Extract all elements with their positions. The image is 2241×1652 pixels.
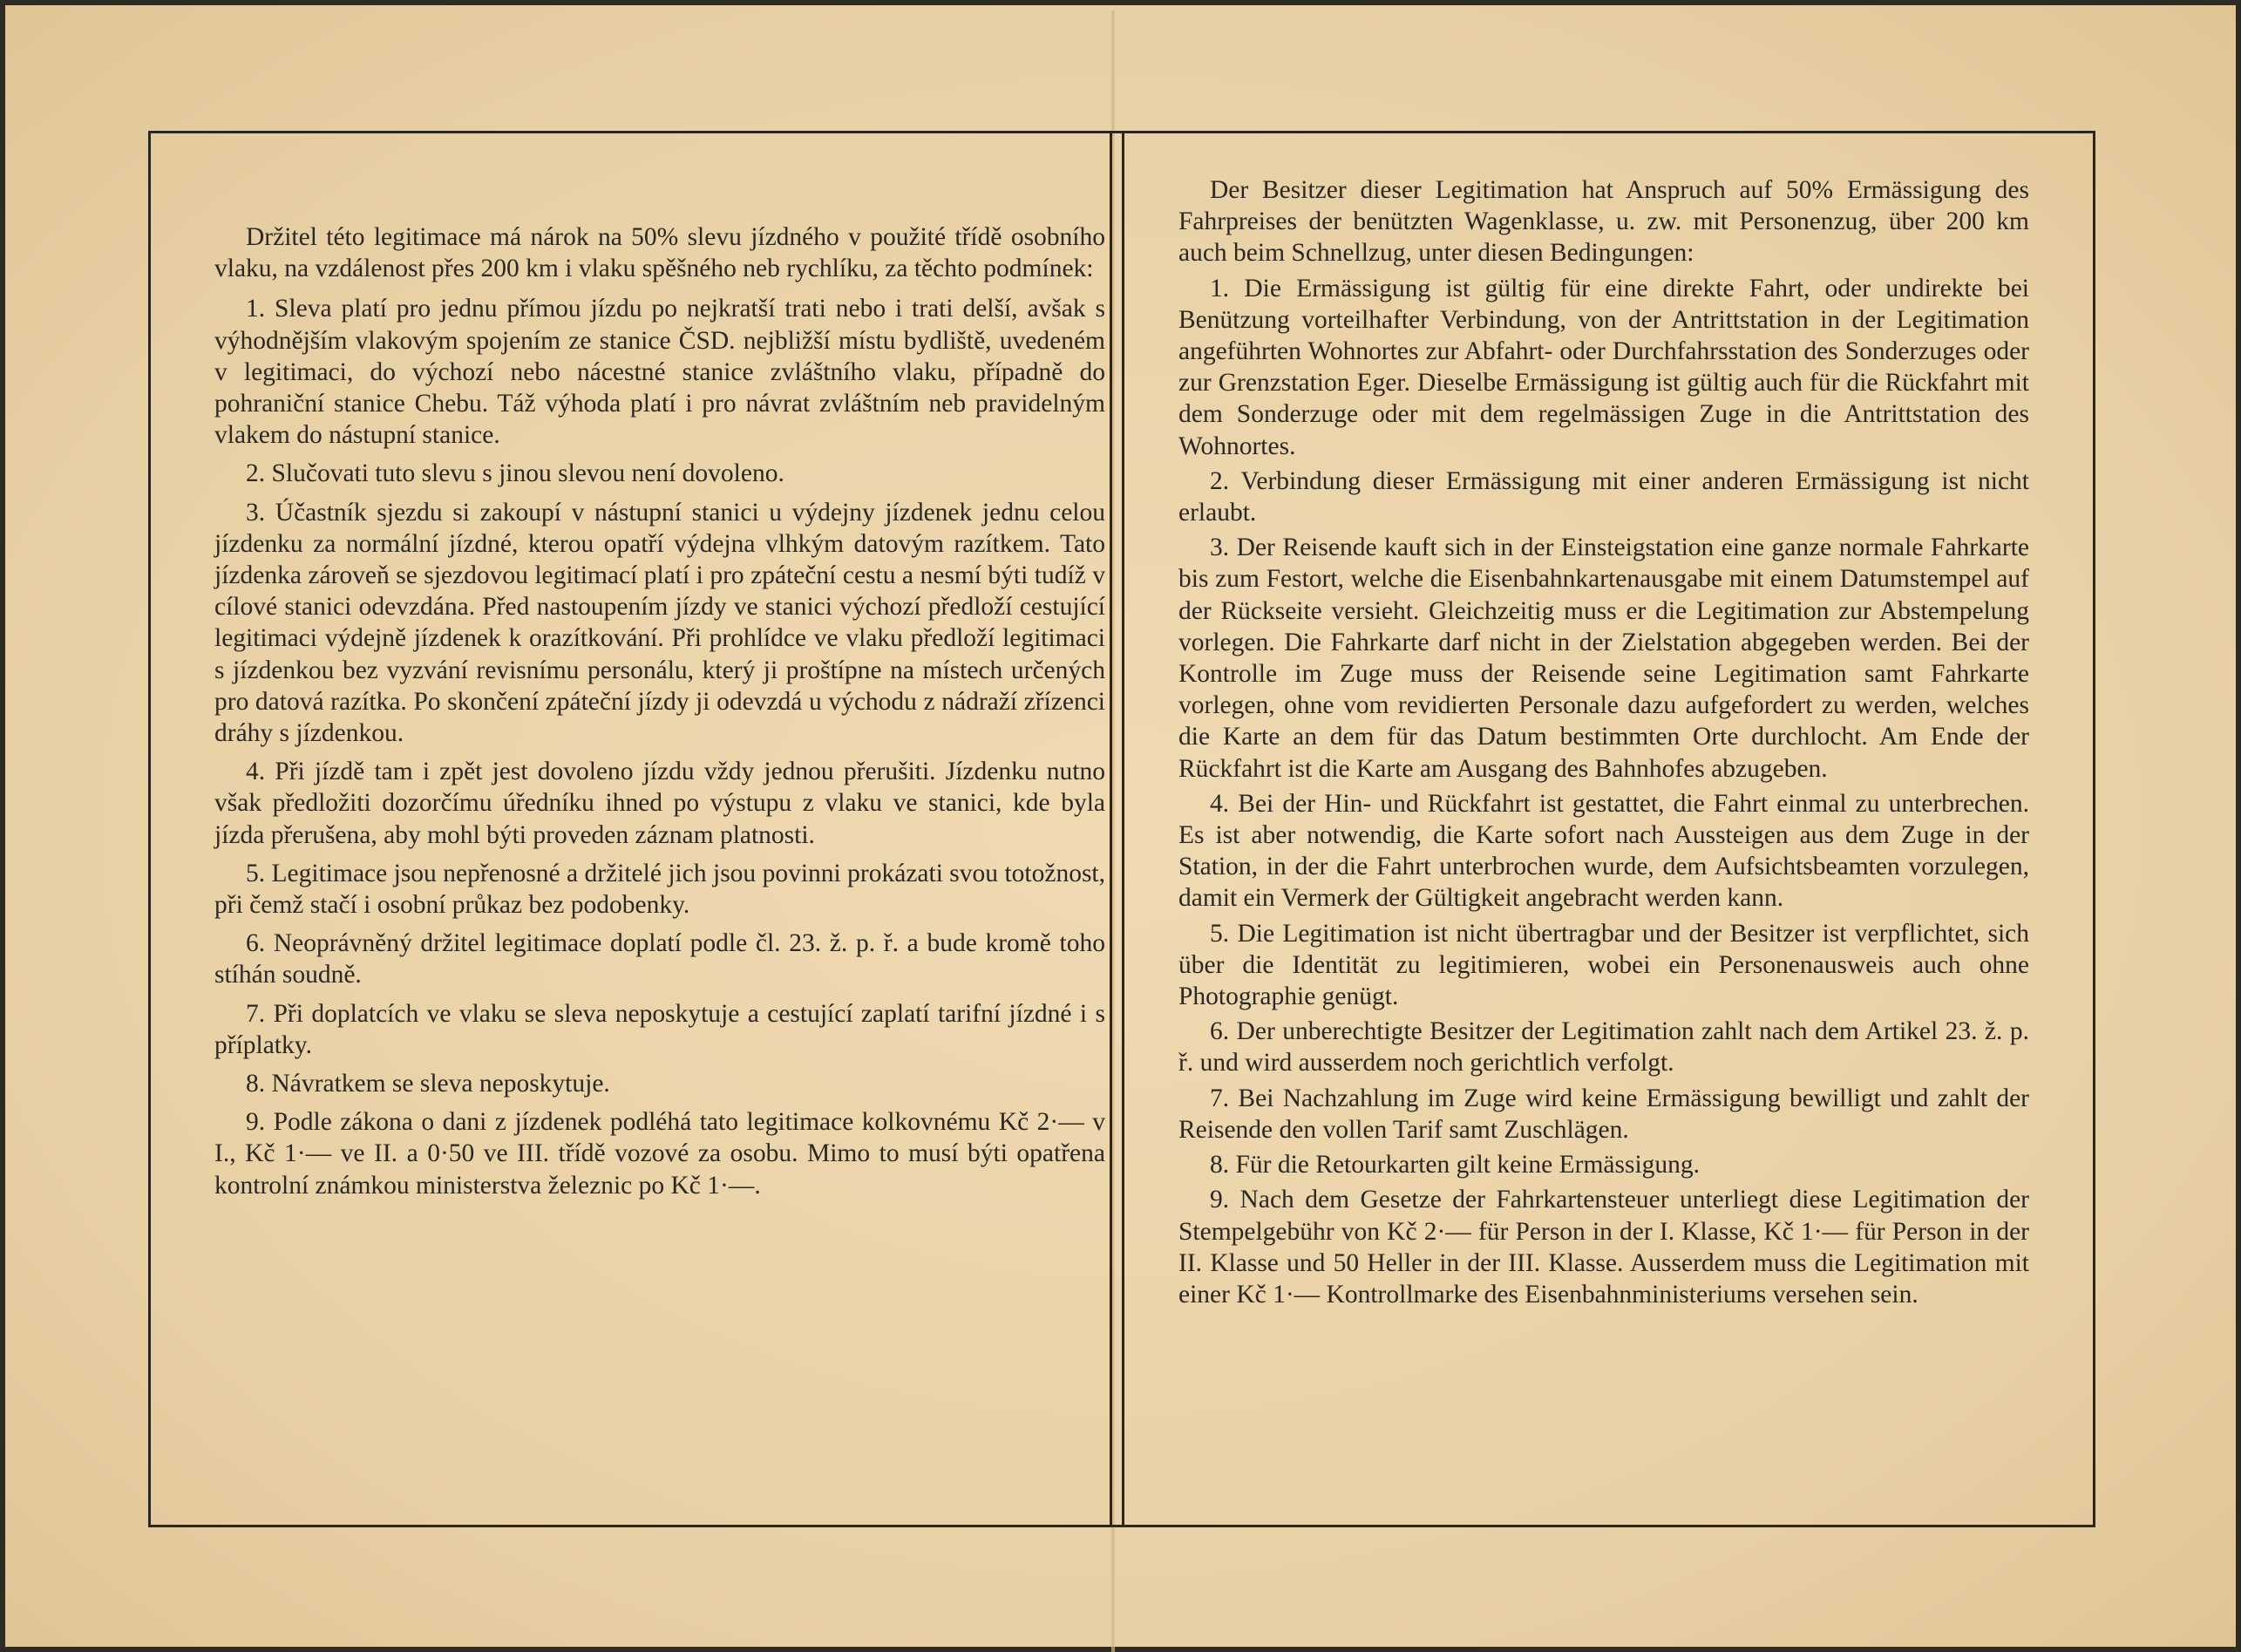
german-item-1: 1. Die Ermässigung ist gültig für eine direkte Fahrt, oder undirekte bei Benützung vorteilhafter Verbindung, von der Antrittstation in der Legitimation angeführten Wohnortes zur Abfahrt- oder Durchfahrsstation des Sonderzuges oder zur Grenzstation Eger. Dieselbe Ermässigung ist gültig auch für die Rückfahrt mit dem Sonderzuge oder mit dem regelmässigen Zuge in die Antrittstation des Wohnortes. [1178, 274, 2029, 460]
german-item-5: 5. Die Legitimation ist nicht übertragbar und der Besitzer ist verpflichtet, sich über die Identität zu legitimieren, wobei ein Personenausweis auch ohne Photographie genügt. [1178, 919, 2029, 1011]
german-item-3: 3. Der Reisende kauft sich in der Einsteigstation eine ganze normale Fahrkarte bis zum Festort, welche die Eisenbahnkartenausgabe mit einem Datumstempel auf der Rückseite versieht. Gleichzeitig muss er die Legitimation zur Abstempelung vorlegen. Die Fahrkarte darf nicht in der Zielstation abgegeben werden. Bei der Kontrolle im Zuge muss der Reisende seine Legitimation samt Fahrkarte vorlegen, ohne vom revidierten Personale dazu aufgefordert zu werden, welches die Karte an dem für das Datum bestimmten Orte durchlocht. Am Ende der Rückfahrt ist die Karte am Ausgang des Bahnhofes abzugeben. [1178, 534, 2029, 783]
german-item-7: 7. Bei Nachzahlung im Zuge wird keine Ermässigung bewilligt und zahlt der Reisende den vollen Tarif samt Zuschlägen. [1178, 1084, 2029, 1144]
czech-item-6: 6. Neoprávněný držitel legitimace doplatí podle čl. 23. ž. p. ř. a bude kromě toho stíhán soudně. [214, 929, 1105, 989]
czech-item-7: 7. Při doplatcích ve vlaku se sleva neposkytuje a cestující zaplatí tarifní jízdné i s příplatky. [214, 999, 1105, 1059]
frame-divider-left [1110, 133, 1112, 1525]
german-column [1178, 174, 2029, 1314]
frame-divider-right [1122, 133, 1124, 1525]
czech-item-1: 1. Sleva platí pro jednu přímou jízdu po nejkratší trati nebo i trati delší, avšak s výhodnějším vlakovým spojením ze stanice ČSD. nejbližší místu bydliště, uvedeném v legitimaci, do výchozí nebo nácestné stanice zvláštního vlaku, případně do pohraniční stanice Chebu. Táž výhoda platí i pro návrat zvláštním neb pravidelným vlakem do nástupní stanice. [214, 295, 1105, 450]
czech-item-9: 9. Podle zákona o dani z jízdenek podléhá tato legitimace kolkovnému Kč 2·— v I., Kč 1·— ve II. a 0·50 ve III. třídě vozové za osobu. Mimo to musí býti opatřena kontrolní známkou ministerstva železnic po Kč 1·—. [214, 1108, 1105, 1200]
czech-item-4: 4. Při jízdě tam i zpět jest dovoleno jízdu vždy jednou přerušiti. Jízdenku nutno však předložiti dozorčímu úředníku ihned po výstupu z vlaku ve stanici, kde byla jízda přerušena, aby mohl býti proveden záznam platnosti. [214, 758, 1105, 849]
german-item-6: 6. Der unberechtigte Besitzer der Legitimation zahlt nach dem Artikel 23. ž. p. ř. und wird ausserdem noch gerichtlich verfolgt. [1178, 1017, 2029, 1078]
german-item-4: 4. Bei der Hin- und Rückfahrt ist gestattet, die Fahrt einmal zu unterbrechen. Es ist aber notwendig, die Karte sofort nach Aussteigen aus dem Zuge in der Station, in der die Fahrt unterbrochen wurde, dem Aufsichtsbeamten vorzulegen, damit ein Vermerk der Gültigkeit angebracht werden kann. [1178, 789, 2029, 913]
czech-item-8: 8. Návratkem se sleva neposkytuje. [246, 1070, 610, 1098]
german-item-8: 8. Für die Retourkarten gilt keine Ermässigung. [1210, 1151, 1701, 1180]
czech-column [214, 221, 1105, 1208]
german-item-9: 9. Nach dem Gesetze der Fahrkartensteuer unterliegt diese Legitimation der Stempelgebühr von Kč 2·— für Person in der I. Klasse, Kč 1·— für Person in der II. Klasse und 50 Heller in der III. Klasse. Ausserdem muss die Legitimation mit einer Kč 1·— Kontrollmarke des Eisenbahnministeriums versehen sein. [1178, 1186, 2029, 1309]
czech-intro: Držitel této legitimace má nárok na 50% slevu jízdného v použité třídě osobního vlaku, na vzdálenost přes 200 km i vlaku spěšného neb rychlíku, za těchto podmínek: [214, 223, 1105, 283]
czech-item-5: 5. Legitimace jsou nepřenosné a držitelé jich jsou povinni prokázati svou totožnost, při čemž stačí i osobní průkaz bez podobenky. [214, 859, 1105, 920]
czech-item-3: 3. Účastník sjezdu si zakoupí v nástupní stanici u výdejny jízdenek jednu celou jízdenku za normální jízdné, kterou opatří výdejna vlhkým datovým razítkem. Tato jízdenka zároveň se sjezdovou legitimací platí i pro zpáteční cestu a nesmí býti tudíž v cílové stanici odevzdána. Před nastoupením jízdy ve stanici výchozí předloží cestující legitimaci výdejně jízdenek k orazítkování. Při prohlídce ve vlaku předloží legitimaci s jízdenkou bez vyzvání revisnímu personálu, který ji proštípne na místech určených pro datová razítka. Po skončení zpáteční jízdy ji odevzdá u východu z nádraží zřízenci dráhy s jízdenkou. [214, 498, 1105, 748]
german-item-2: 2. Verbindung dieser Ermässigung mit einer anderen Ermässigung ist nicht erlaubt. [1178, 466, 2029, 527]
german-intro: Der Besitzer dieser Legitimation hat Anspruch auf 50% Ermässigung des Fahrpreises der benützten Wagenklasse, u. zw. mit Personenzug, über 200 km auch beim Schnellzug, unter diesen Bedingungen: [1178, 176, 2029, 268]
czech-item-2: 2. Slučovati tuto slevu s jinou slevou není dovoleno. [246, 459, 784, 488]
